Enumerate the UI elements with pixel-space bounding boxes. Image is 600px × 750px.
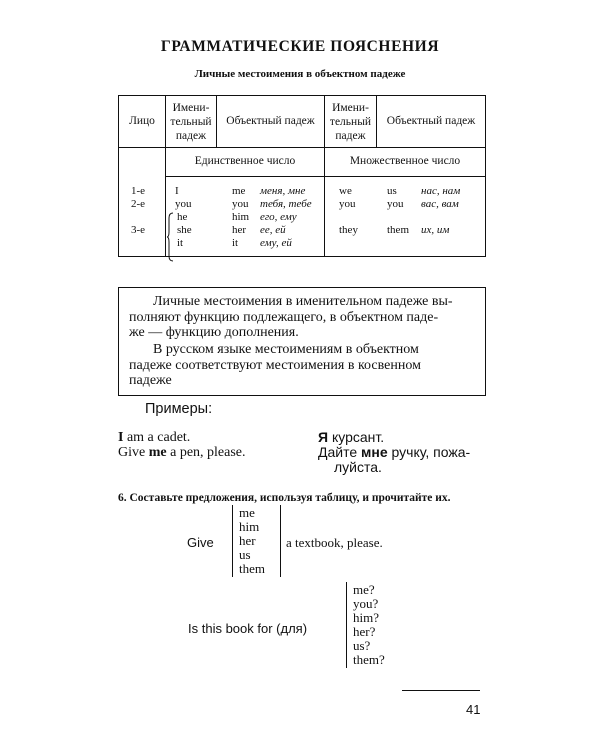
plural-label: Множественное число (349, 155, 461, 167)
ru-singular-1: меня, мне (260, 185, 306, 197)
rule-box (118, 287, 486, 396)
obj-plural-3: them (387, 224, 409, 236)
option-me-q: me? (353, 582, 375, 597)
exercise-instruction: 6. Составьте предложения, используя таблицу, и прочитайте их. (118, 492, 451, 504)
option-him: him (239, 519, 260, 534)
obj-singular-2: you (232, 198, 249, 210)
brace-icon (167, 212, 173, 262)
obj-singular-1: me (232, 185, 246, 197)
ru-plural-1: нас, нам (421, 185, 461, 197)
rule-paragraph-2: В русском языке местоимениям в объектном падеже соответствуют местоимения в косвенном падеже (129, 342, 421, 388)
nom-singular-2: you (175, 198, 192, 210)
footer-rule (402, 690, 480, 691)
nom-plural-1: we (339, 185, 352, 197)
page-title: ГРАММАТИЧЕСКИЕ ПОЯСНЕНИЯ (160, 38, 440, 55)
example-ru-1: Я курсант. (318, 429, 385, 445)
ru-singular-5: ему, ей (260, 237, 292, 249)
table-rule (280, 505, 281, 577)
singular-label: Единственное число (194, 155, 296, 167)
pronoun-table (118, 95, 486, 257)
option-them: them (239, 561, 265, 576)
header-objective-singular: Объектный падеж (226, 115, 315, 127)
person-3: 3-е (131, 224, 146, 236)
option-us: us (239, 547, 251, 562)
ru-plural-2: вас, вам (421, 198, 459, 210)
obj-singular-4: her (232, 224, 247, 236)
option-her-q: her? (353, 624, 376, 639)
example-ru-2-cont: луйста. (334, 459, 382, 475)
example-en-1: I am a cadet. (118, 430, 191, 445)
header-nominative-singular: Имени- тельный падеж (170, 102, 212, 142)
tail-phrase: a textbook, please. (286, 535, 383, 550)
table-rule (232, 505, 233, 577)
obj-plural-2: you (387, 198, 404, 210)
option-her: her (239, 533, 256, 548)
nom-plural-2: you (339, 198, 356, 210)
give-lead: Give (187, 535, 214, 550)
example-ru-2: Дайте мне ручку, пожа- (318, 444, 471, 460)
option-you-q: you? (353, 596, 379, 611)
ru-plural-3: их, им (421, 224, 450, 236)
ru-singular-3: его, ему (260, 211, 297, 223)
ru-singular-4: ее, ей (260, 224, 286, 236)
obj-plural-1: us (387, 185, 397, 197)
nom-plural-3: they (339, 224, 358, 236)
option-us-q: us? (353, 638, 371, 653)
person-1: 1-е (131, 185, 146, 197)
nom-singular-3: he (177, 211, 188, 223)
question-lead: Is this book for (для) (188, 621, 308, 636)
examples-heading: Примеры: (145, 401, 213, 417)
option-him-q: him? (353, 610, 379, 625)
page-number: 41 (466, 702, 481, 717)
example-en-2: Give me a pen, please. (118, 445, 246, 460)
header-person: Лицо (129, 115, 155, 127)
obj-singular-3: him (232, 211, 250, 223)
nom-singular-5: it (177, 237, 184, 249)
nom-singular-1: I (175, 185, 179, 197)
option-me: me (239, 505, 255, 520)
header-nominative-plural: Имени- тельный падеж (329, 102, 372, 142)
option-them-q: them? (353, 652, 385, 667)
person-2: 2-е (131, 198, 146, 210)
table-rule (346, 582, 347, 668)
obj-singular-5: it (232, 237, 239, 249)
ru-singular-2: тебя, тебе (260, 198, 312, 210)
rule-paragraph-1: Личные местоимения в именительном падеже вы- полняют функцию подлежащего, в объектном паде- же — функцию дополнения. (129, 294, 453, 340)
section-subtitle: Личные местоимения в объектном падеже (194, 68, 406, 80)
header-objective-plural: Объектный падеж (386, 115, 476, 127)
table-divider (165, 176, 485, 177)
table-divider (119, 147, 485, 148)
nom-singular-4: she (177, 224, 192, 236)
